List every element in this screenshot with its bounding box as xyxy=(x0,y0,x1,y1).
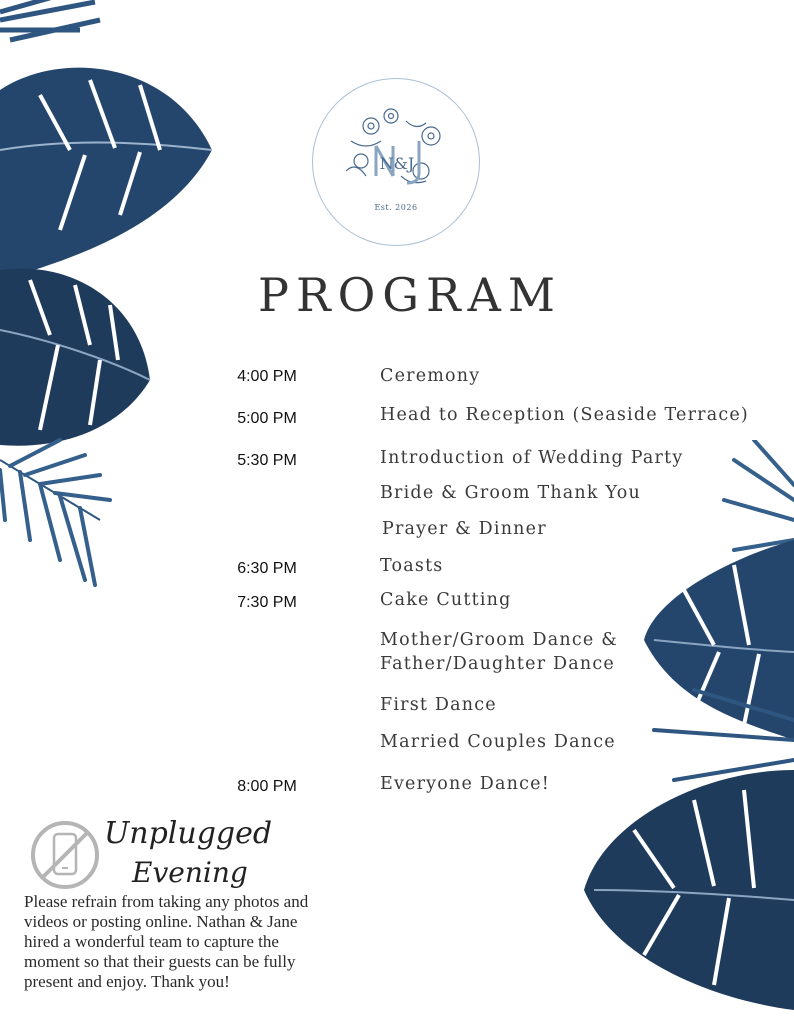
event-item: First Dance xyxy=(380,695,497,715)
time-label: 6:30 PM xyxy=(237,560,297,577)
unplugged-heading-evening: Evening xyxy=(132,856,248,889)
monstera-leaf-middle xyxy=(0,268,150,445)
event-item: Married Couples Dance xyxy=(380,732,616,752)
monstera-leaf-upper xyxy=(0,68,212,280)
page-title: PROGRAM xyxy=(258,268,562,322)
unplugged-heading: Unplugged xyxy=(104,816,273,851)
event-item: Ceremony xyxy=(380,366,481,386)
time-label: 8:00 PM xyxy=(237,778,297,795)
palm-frond-middle xyxy=(654,690,794,820)
event-item: Toasts xyxy=(380,556,444,576)
monstera-leaf-right-lower xyxy=(584,770,794,1010)
event-item: Introduction of Wedding Party xyxy=(380,448,684,468)
event-item: Everyone Dance! xyxy=(380,774,550,794)
time-label: 5:00 PM xyxy=(237,410,297,427)
monstera-leaves-top-left xyxy=(0,0,230,600)
monogram-badge xyxy=(312,78,480,246)
event-item: Prayer & Dinner xyxy=(382,519,547,539)
time-label: 5:30 PM xyxy=(237,452,297,469)
palm-frond-right xyxy=(724,440,794,550)
event-item: Father/Daughter Dance xyxy=(380,654,615,674)
no-phone-icon xyxy=(30,820,100,890)
event-item: Bride & Groom Thank You xyxy=(380,483,641,503)
event-item: Mother/Groom Dance & xyxy=(380,630,618,650)
palm-frond-bottom xyxy=(0,440,110,585)
time-label: 7:30 PM xyxy=(237,594,297,611)
established-label: Est. 2026 xyxy=(374,203,418,212)
event-item: Head to Reception (Seaside Terrace) xyxy=(380,405,749,425)
monogram-initials: N&J xyxy=(379,154,415,173)
palm-frond-top xyxy=(0,0,100,40)
unplugged-message: Please refrain from taking any photos and videos or posting online. Nathan & Jane hired a wonderful team to capture the moment so that their guests can be fully present and enjoy. Thank you! xyxy=(24,892,309,991)
floral-monogram-illustration xyxy=(331,101,463,201)
time-label: 4:00 PM xyxy=(237,368,297,385)
monstera-leaf-right-upper xyxy=(644,540,794,740)
event-item: Cake Cutting xyxy=(380,590,512,610)
